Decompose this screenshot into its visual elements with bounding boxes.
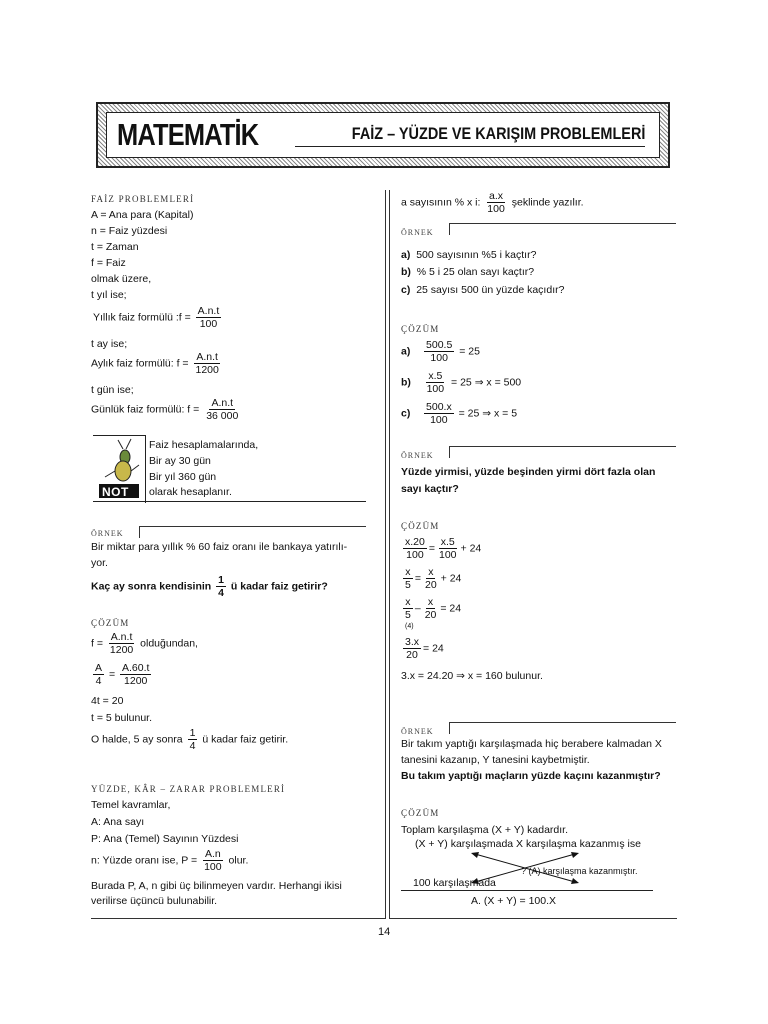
cozum4-line: 100 karşılaşmada bbox=[413, 877, 496, 889]
fraction bbox=[485, 190, 507, 215]
equation: $\frac{x}{5}$ = $\frac{x}{20}$ + 24 bbox=[405, 566, 462, 591]
yuzde-line: A: Ana sayı bbox=[91, 816, 145, 828]
aylik-formula bbox=[91, 351, 223, 376]
cozum4-line: ? (A) karşılaşma kazanmıştır. bbox=[521, 866, 638, 876]
yillik-fraction bbox=[196, 305, 222, 330]
numerator: 1 bbox=[218, 574, 224, 586]
numerator: x bbox=[405, 596, 411, 608]
gunluk-fraction bbox=[204, 397, 240, 422]
ornek-label: ÖRNEK bbox=[401, 228, 434, 237]
numerator: 3.x bbox=[405, 636, 420, 648]
cozum1-line2 bbox=[91, 662, 153, 687]
denominator: 4 bbox=[218, 587, 224, 599]
cozum-label: ÇÖZÜM bbox=[401, 521, 440, 531]
yillik-formula bbox=[93, 305, 223, 330]
eq-text: = 25 bbox=[459, 345, 480, 358]
fraction bbox=[403, 566, 413, 591]
tab-step bbox=[449, 446, 450, 458]
def-line: f = Faiz bbox=[91, 257, 126, 269]
denominator: 1200 bbox=[195, 364, 219, 376]
eq-text: n: Yüzde oranı ise, P = bbox=[91, 854, 198, 867]
fraction bbox=[108, 631, 135, 656]
numerator: A.n bbox=[204, 848, 221, 860]
question-text: Kaç ay sonra kendisinin bbox=[91, 580, 212, 593]
aylik-label: Aylık faiz formülü: f = bbox=[91, 357, 189, 370]
yuzde-paragraph: verilirse üçüncü bulunabilir. bbox=[91, 895, 218, 907]
percent-def bbox=[401, 190, 584, 215]
ornek-tab bbox=[401, 716, 676, 734]
solution-a bbox=[401, 339, 480, 364]
fraction bbox=[423, 596, 439, 621]
cozum1-line1 bbox=[91, 631, 198, 656]
numerator: A.60.t bbox=[122, 662, 150, 674]
denominator: 1200 bbox=[109, 644, 134, 656]
equation: $\frac{x.20}{100}$ = $\frac{x.5}{100}$ + 24 bbox=[405, 536, 482, 561]
denominator: 100 bbox=[406, 549, 424, 561]
ornek-label: ÖRNEK bbox=[91, 529, 124, 538]
gunluk-formula bbox=[91, 397, 242, 422]
ornek-tab bbox=[91, 520, 366, 538]
eq-text: = bbox=[108, 668, 116, 681]
numerator: A bbox=[95, 662, 103, 674]
eq-text: + 24 bbox=[440, 572, 462, 585]
tab-top bbox=[449, 223, 676, 224]
denominator: 5 bbox=[405, 579, 411, 591]
question-fraction bbox=[216, 574, 226, 599]
ornek3-question: sayı kaçtır? bbox=[401, 483, 459, 495]
t-ay-line: t ay ise; bbox=[91, 338, 128, 350]
eq-text: = 25 ⇒ x = 5 bbox=[458, 407, 518, 420]
denominator: 100 bbox=[430, 414, 448, 426]
cozum-label: ÇÖZÜM bbox=[401, 324, 440, 334]
cozum1-line3: 4t = 20 bbox=[91, 695, 124, 707]
eq-text: a sayısının % x i: bbox=[401, 196, 481, 209]
equation: $\frac{x}{5}$ – $\frac{x}{20}$ = 24 bbox=[405, 596, 462, 621]
eq-text: + 24 bbox=[460, 542, 482, 555]
denominator: 20 bbox=[424, 579, 437, 591]
ornek1-text: Bir miktar para yıllık % 60 faiz oranı ile bankaya yatırılı- bbox=[91, 541, 348, 553]
cozum-label: ÇÖZÜM bbox=[401, 808, 440, 818]
eq-text: olur. bbox=[228, 854, 249, 867]
eq-text: = 25 ⇒ x = 500 bbox=[451, 376, 522, 389]
numerator: x.20 bbox=[405, 536, 425, 548]
tab-top bbox=[449, 446, 676, 447]
gunluk-label: Günlük faiz formülü: f = bbox=[91, 403, 200, 416]
eq-text: olduğundan, bbox=[140, 637, 198, 650]
note-bottom-rule bbox=[93, 501, 366, 502]
numerator: 500.x bbox=[426, 401, 452, 413]
solution-b bbox=[401, 370, 521, 395]
def-line: t yıl ise; bbox=[91, 289, 127, 301]
yuzde-line: P: Ana (Temel) Sayının Yüzdesi bbox=[91, 833, 239, 845]
ornek-label: ÖRNEK bbox=[401, 727, 434, 736]
header-title: MATEMATİK bbox=[117, 117, 259, 152]
yuzde-section-title: YÜZDE, KÂR – ZARAR PROBLEMLERİ bbox=[91, 784, 286, 794]
tab-top bbox=[139, 526, 366, 527]
question-text: ü kadar faiz getirir? bbox=[230, 580, 328, 593]
question-text: 25 sayısı 500 ün yüzde kaçıdır? bbox=[416, 284, 565, 296]
question-item bbox=[401, 249, 536, 262]
fraction bbox=[403, 636, 421, 661]
numerator: A.n.t bbox=[196, 351, 218, 363]
fraction bbox=[403, 596, 413, 621]
question-text: % 5 i 25 olan sayı kaçtır? bbox=[416, 266, 535, 278]
numerator: x bbox=[428, 566, 434, 578]
ornek-label: ÖRNEK bbox=[401, 451, 434, 460]
ornek4-text: Bir takım yaptığı karşılaşmada hiç berabere kalmadan X bbox=[401, 738, 662, 750]
fraction bbox=[437, 536, 459, 561]
solution-key: a) bbox=[401, 345, 411, 358]
column-divider-inner bbox=[389, 190, 390, 918]
denominator: 100 bbox=[487, 203, 505, 215]
page-number: 14 bbox=[378, 926, 391, 938]
cozum4-line: (X + Y) karşılaşmada X karşılaşma kazanmış ise bbox=[415, 838, 641, 850]
yuzde-line: Temel kavramlar, bbox=[91, 799, 171, 811]
header-rule bbox=[295, 146, 645, 147]
denominator: 4 bbox=[189, 740, 196, 752]
tab-step bbox=[449, 722, 450, 734]
solution-key: b) bbox=[401, 376, 411, 389]
t-gun-line: t gün ise; bbox=[91, 384, 134, 396]
equation-result: 3.x = 24.20 ⇒ x = 160 bulunur. bbox=[401, 670, 543, 682]
denominator: 100 bbox=[204, 861, 222, 873]
ornek4-text: tanesini kazanıp, Y tanesini kaybetmiştir. bbox=[401, 754, 590, 766]
cozum4-line: Toplam karşılaşma (X + Y) kadardır. bbox=[401, 824, 568, 836]
tab-step bbox=[139, 526, 140, 538]
eq-text: f = bbox=[91, 637, 103, 650]
denominator: 5 bbox=[405, 609, 411, 621]
yillik-label: Yıllık faiz formülü :f = bbox=[93, 311, 191, 324]
fraction bbox=[403, 536, 427, 561]
ornek1-text: yor. bbox=[91, 557, 108, 569]
faiz-section-title: FAİZ PROBLEMLERİ bbox=[91, 194, 195, 204]
tab-top bbox=[449, 722, 676, 723]
question-key: c) bbox=[401, 284, 411, 296]
note-line: Bir yıl 360 gün bbox=[149, 471, 217, 483]
def-line: t = Zaman bbox=[91, 241, 139, 253]
numerator: x bbox=[405, 566, 411, 578]
fraction bbox=[188, 727, 198, 752]
ornek4-question: Bu takım yaptığı maçların yüzde kaçını kazanmıştır? bbox=[401, 770, 661, 782]
cozum1-line4: t = 5 bulunur. bbox=[91, 712, 153, 724]
column-divider bbox=[385, 190, 386, 918]
numerator: x.5 bbox=[428, 370, 443, 382]
fraction bbox=[93, 662, 104, 687]
eq-text: O halde, 5 ay sonra bbox=[91, 733, 183, 746]
fraction bbox=[425, 370, 447, 395]
question-key: b) bbox=[401, 266, 411, 278]
eq-text: ü kadar faiz getirir. bbox=[202, 733, 289, 746]
cozum1-line5 bbox=[91, 727, 288, 752]
aylik-fraction bbox=[193, 351, 220, 376]
note-box bbox=[93, 435, 366, 503]
header-inner bbox=[106, 112, 660, 158]
question-key: a) bbox=[401, 249, 411, 261]
numerator: A.n.t bbox=[211, 397, 234, 409]
def-line: A = Ana para (Kapital) bbox=[91, 209, 194, 221]
numerator: a.x bbox=[489, 190, 504, 202]
eq-text: = 24 bbox=[440, 602, 462, 615]
numerator: A.n.t bbox=[197, 305, 220, 317]
multiplier: (4) bbox=[405, 623, 414, 630]
equation bbox=[401, 636, 444, 661]
solution-c bbox=[401, 401, 517, 426]
denominator: 4 bbox=[95, 675, 102, 687]
yuzde-paragraph: Burada P, A, n gibi üç bilinmeyen vardır. Herhangi ikisi bbox=[91, 880, 342, 892]
ornek1-question bbox=[91, 574, 328, 599]
ornek-tab bbox=[401, 217, 676, 235]
numerator: x bbox=[427, 596, 434, 608]
denominator: 100 bbox=[430, 352, 448, 364]
denominator: 100 bbox=[426, 383, 445, 395]
def-line: n = Faiz yüzdesi bbox=[91, 225, 168, 237]
cozum4-rule bbox=[401, 890, 653, 891]
tab-step bbox=[449, 223, 450, 235]
yuzde-formula bbox=[91, 848, 248, 873]
denominator: 1200 bbox=[124, 675, 148, 687]
footer-rule-left bbox=[91, 918, 386, 919]
cozum4-result: A. (X + Y) = 100.X bbox=[471, 895, 557, 907]
fraction bbox=[202, 848, 224, 873]
question-item bbox=[401, 266, 534, 279]
header-subtitle: FAİZ – YÜZDE VE KARIŞIM PROBLEMLERİ bbox=[351, 124, 645, 143]
fraction bbox=[424, 401, 454, 426]
denominator: 100 bbox=[439, 549, 457, 561]
footer-rule-right bbox=[389, 918, 677, 919]
cozum-label: ÇÖZÜM bbox=[91, 618, 130, 628]
note-line: Faiz hesaplamalarında, bbox=[149, 439, 259, 451]
numerator: 1 bbox=[189, 727, 196, 739]
note-line: olarak hesaplanır. bbox=[149, 486, 232, 498]
numerator: A.n.t bbox=[110, 631, 133, 643]
fraction bbox=[424, 339, 454, 364]
denominator: 20 bbox=[406, 649, 418, 661]
note-badge: NOT bbox=[102, 485, 129, 499]
numerator: 500.5 bbox=[426, 339, 453, 351]
def-line: olmak üzere, bbox=[91, 273, 152, 285]
fraction bbox=[423, 566, 439, 591]
denominator: 100 bbox=[199, 318, 218, 330]
denominator: 36 000 bbox=[206, 410, 239, 422]
solution-key: c) bbox=[401, 407, 411, 420]
note-line: Bir ay 30 gün bbox=[149, 455, 211, 467]
denominator: 20 bbox=[424, 609, 437, 621]
fraction bbox=[120, 662, 151, 687]
ornek3-question: Yüzde yirmisi, yüzde beşinden yirmi dört fazla olan bbox=[401, 466, 656, 478]
header-banner bbox=[96, 102, 670, 168]
question-item bbox=[401, 284, 564, 297]
numerator: x.5 bbox=[440, 536, 455, 548]
ornek-tab bbox=[401, 440, 676, 458]
eq-text: = 24 bbox=[423, 642, 444, 655]
eq-text: şeklinde yazılır. bbox=[511, 196, 584, 209]
question-text: 500 sayısının %5 i kaçtır? bbox=[416, 249, 537, 261]
